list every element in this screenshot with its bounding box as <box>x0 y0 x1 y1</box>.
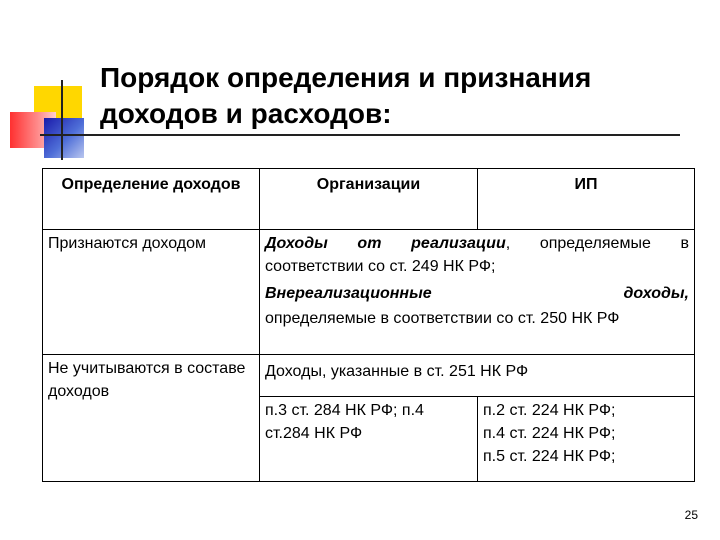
ip-item: п.2 ст. 224 НК РФ; <box>483 402 616 419</box>
table-row-excluded-common <box>43 355 695 397</box>
realization-text <box>265 232 689 278</box>
header-ip <box>478 169 695 230</box>
ip-item: п.5 ст. 224 НК РФ; <box>483 448 616 465</box>
excluded-common-cell: Доходы, указанные в ст. 251 НК РФ <box>260 355 695 397</box>
nonoperating-word1: Внереализационные <box>265 285 432 302</box>
income-table <box>42 168 695 482</box>
realization-rest: , определяемые в соответствии со ст. 249 НК РФ; <box>265 235 689 275</box>
header-organizations-label: Организации <box>316 176 421 193</box>
decor-horizontal-line <box>40 134 680 136</box>
excluded-ip-cell <box>478 397 695 482</box>
table-header-row <box>43 169 695 230</box>
nonoperating-line <box>265 282 689 305</box>
excluded-org-cell: п.3 ст. 284 НК РФ; п.4 ст.284 НК РФ <box>260 397 478 482</box>
recognized-income-cell <box>260 230 695 355</box>
page-title: Порядок определения и признания доходов и расходов: <box>100 62 592 129</box>
table-row-recognized <box>43 230 695 355</box>
header-ip-label: ИП <box>574 176 598 193</box>
ip-item: п.4 ст. 224 НК РФ; <box>483 425 616 442</box>
slide-number: 25 <box>684 508 698 522</box>
header-organizations <box>260 169 478 230</box>
header-definition-label: Определение доходов <box>61 176 241 193</box>
decor-blue-square <box>44 118 84 158</box>
header-definition <box>43 169 260 230</box>
nonoperating-word2: доходы, <box>623 285 689 302</box>
decor-vertical-line <box>61 80 63 160</box>
nonoperating-rest: определяемые в соответствии со ст. 250 НК РФ <box>265 310 620 327</box>
row-label-excluded: Не учитываются в составе доходов <box>43 355 260 482</box>
row-label-recognized: Признаются доходом <box>43 230 260 355</box>
realization-emphasis: Доходы от реализации <box>265 235 506 252</box>
